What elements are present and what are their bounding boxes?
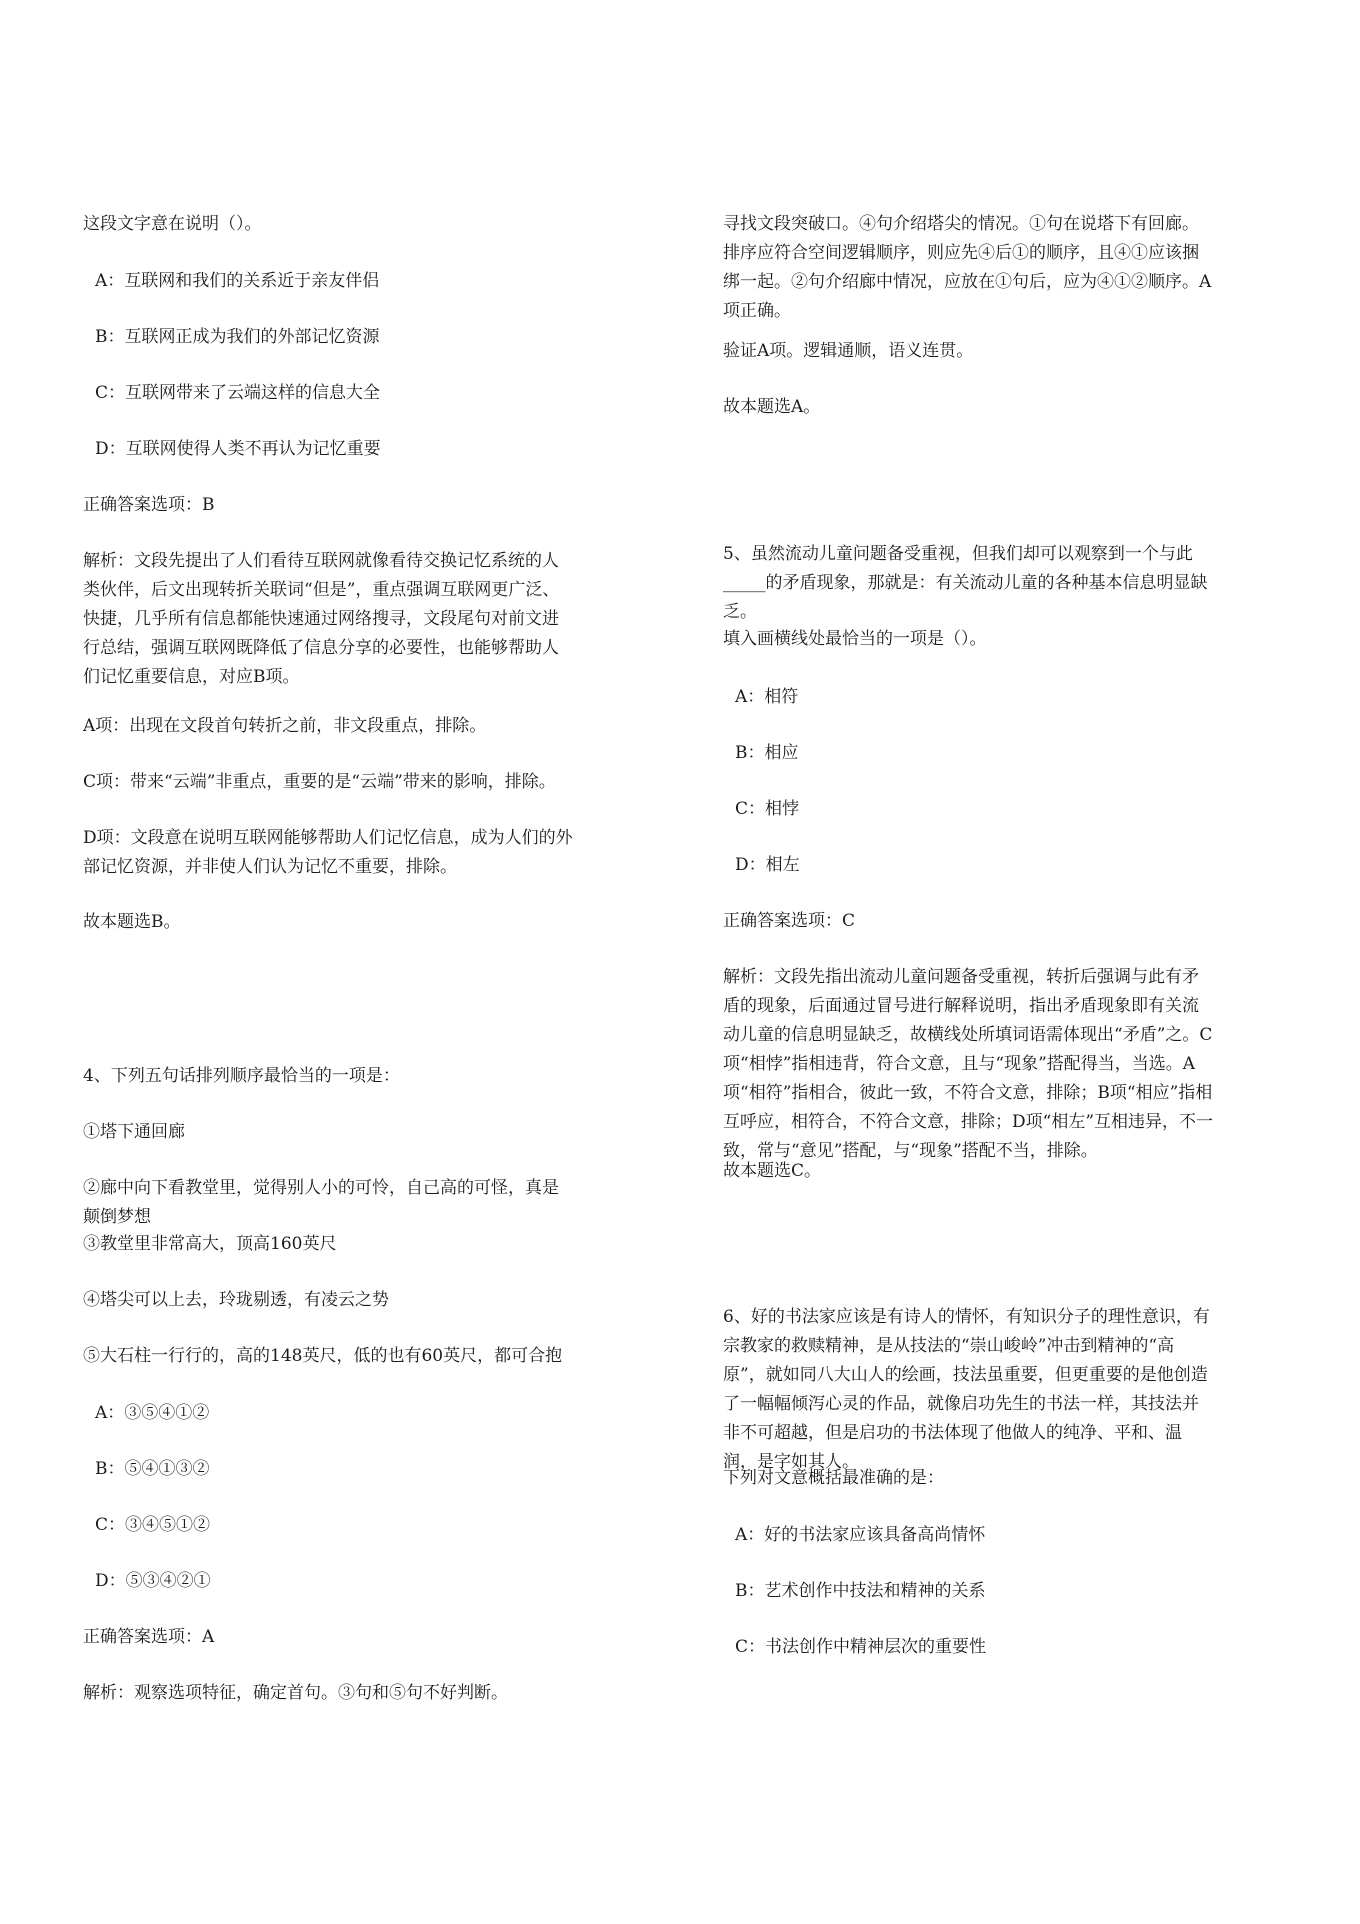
option-b: B：⑤④①③② — [95, 1459, 210, 1479]
option-b: B：艺术创作中技法和精神的关系 — [735, 1581, 986, 1601]
sentence-5: ⑤大石柱一行行的，高的148英尺，低的也有60英尺，都可合抱 — [83, 1346, 563, 1366]
option-a: A：好的书法家应该具备高尚情怀 — [735, 1525, 986, 1545]
analysis-c: C项：带来“云端”非重点，重要的是“云端”带来的影响，排除。 — [83, 772, 556, 792]
question-6-title: 6、好的书法家应该是有诗人的情怀，有知识分子的理性意识，有宗教家的救赎精神，是从技法的“崇山峻岭”冲击到精神的“高原”，就如同八大山人的绘画，技法虽重要，但更重要的是他创造了一幅幅倾泻心灵的作品，就像启功先生的书法一样，其技法并非不可超越，但是启功的书法体现了他做人的纯净、平和、温润，是字如其人。 — [723, 1307, 1210, 1472]
sentence-4: ④塔尖可以上去，玲珑剔透，有凌云之势 — [83, 1290, 389, 1310]
option-d: D：互联网使得人类不再认为记忆重要 — [95, 439, 381, 459]
analysis: 解析：文段先提出了人们看待互联网就像看待交换记忆系统的人类伙伴，后文出现转折关联词“但是”，重点强调互联网更广泛、快捷，几乎所有信息都能快速通过网络搜寻，文段尾句对前文进行总结，强调互联网既降低了信息分享的必要性，也能够帮助人们记忆重要信息，对应B项。 — [83, 551, 560, 687]
correct-answer: 正确答案选项：B — [83, 495, 215, 515]
option-c: C：相悖 — [735, 799, 800, 819]
option-c: C：互联网带来了云端这样的信息大全 — [95, 383, 381, 403]
conclusion: 故本题选A。 — [723, 397, 821, 417]
option-b: B：互联网正成为我们的外部记忆资源 — [95, 327, 380, 347]
analysis-a: A项：出现在文段首句转折之前，非文段重点，排除。 — [83, 716, 487, 736]
correct-answer: 正确答案选项：C — [723, 911, 856, 931]
option-c: C：③④⑤①② — [95, 1515, 211, 1535]
sentence-3: ③教堂里非常高大，顶高160英尺 — [83, 1234, 337, 1254]
sentence-1: ①塔下通回廊 — [83, 1122, 185, 1142]
analysis-continued: 寻找文段突破口。④句介绍塔尖的情况。①句在说塔下有回廊。排序应符合空间逻辑顺序，则应先④后①的顺序，且④①应该捆绑一起。②句介绍廊中情况，应放在①句后，应为④①②顺序。A项正确。 — [723, 214, 1212, 321]
sentence-2: ②廊中向下看教堂里，觉得别人小的可怜，自己高的可怪，真是颠倒梦想 — [83, 1178, 559, 1227]
analysis: 解析：文段先指出流动儿童问题备受重视，转折后强调与此有矛盾的现象，后面通过冒号进行解释说明，指出矛盾现象即有关流动儿童的信息明显缺乏，故横线处所填词语需体现出“矛盾”之。C项“相悖”指相违背，符合文意，且与“现象”搭配得当，当选。A项“相符”指相合，彼此一致，不符合文意，排除；B项“相应”指相互呼应，相符合，不符合文意，排除；D项“相左”互相违异，不一致，常与“意见”搭配，与“现象”搭配不当，排除。 — [723, 967, 1214, 1161]
option-a: A：相符 — [735, 687, 799, 707]
question-prompt: 填入画横线处最恰当的一项是（）。 — [723, 629, 987, 649]
option-a: A：③⑤④①② — [95, 1403, 210, 1423]
option-d: D：⑤③④②① — [95, 1571, 211, 1591]
option-d: D：相左 — [735, 855, 800, 875]
conclusion: 故本题选B。 — [83, 912, 181, 932]
question-4-title: 4、下列五句话排列顺序最恰当的一项是： — [83, 1066, 400, 1086]
option-c: C：书法创作中精神层次的重要性 — [735, 1637, 987, 1657]
verification: 验证A项。逻辑通顺，语义连贯。 — [723, 341, 974, 361]
option-a: A：互联网和我们的关系近于亲友伴侣 — [95, 271, 380, 291]
correct-answer: 正确答案选项：A — [83, 1627, 215, 1647]
analysis-d: D项：文段意在说明互联网能够帮助人们记忆信息，成为人们的外部记忆资源，并非使人们认为记忆不重要，排除。 — [83, 828, 573, 877]
conclusion: 故本题选C。 — [723, 1161, 822, 1181]
question-5-title: 5、虽然流动儿童问题备受重视，但我们却可以观察到一个与此_____的矛盾现象，那就是：有关流动儿童的各种基本信息明显缺乏。 — [723, 544, 1208, 622]
question-prompt: 这段文字意在说明（）。 — [83, 214, 262, 234]
analysis: 解析：观察选项特征，确定首句。③句和⑤句不好判断。 — [83, 1683, 508, 1703]
option-b: B：相应 — [735, 743, 799, 763]
question-prompt: 下列对文意概括最准确的是： — [723, 1468, 944, 1488]
